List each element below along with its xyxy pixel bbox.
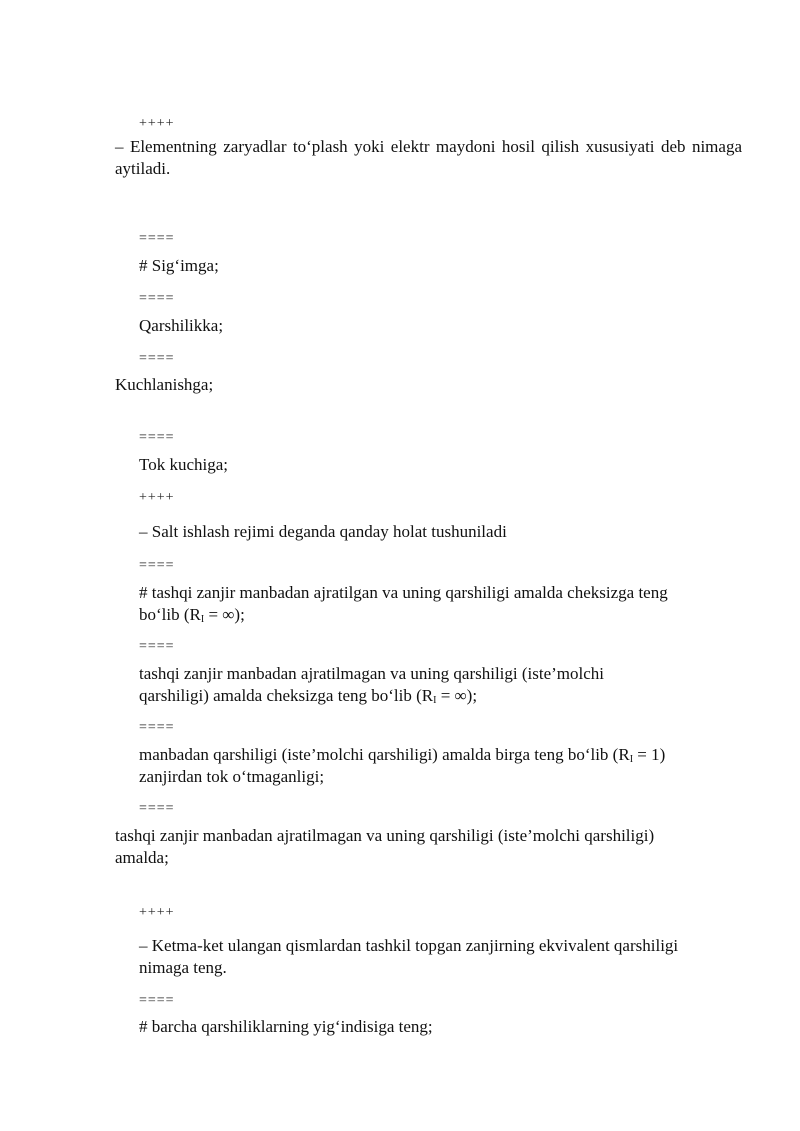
question-marker: ++++ [139, 905, 175, 920]
answer-separator: ==== [139, 993, 175, 1008]
question-text: – Ketma-ket ulangan qismlardan tashkil topgan zanjirning ekvivalent qarshiligi [139, 936, 679, 955]
answer-option-correct: # tashqi zanjir manbadan ajratilgan va uning qarshiligi amalda cheksizga teng [139, 583, 668, 602]
answer-separator: ==== [139, 720, 175, 735]
answer-option-correct: # barcha qarshiliklarning yig‘indisiga teng; [139, 1017, 433, 1036]
answer-separator: ==== [139, 639, 175, 654]
answer-option: Qarshilikka; [139, 316, 224, 335]
answer-separator: ==== [139, 291, 175, 306]
answer-option: tashqi zanjir manbadan ajratilmagan va uning qarshiligi (iste’molchi [139, 664, 605, 683]
answer-separator: ==== [139, 231, 175, 246]
answer-option-correct: # Sig‘imga; [139, 256, 219, 275]
question-marker: ++++ [139, 490, 175, 505]
answer-option-cont: qarshiligi) amalda cheksizga teng bo‘lib ($R_I$ = ∞); [139, 686, 478, 706]
question-text-cont: nimaga teng. [139, 958, 227, 977]
answer-option: Tok kuchiga; [139, 455, 228, 474]
answer-option: Kuchlanishga; [115, 375, 214, 394]
question-marker: ++++ [139, 116, 175, 131]
answer-separator: ==== [139, 558, 175, 573]
question-text: – Elementning zaryadlar to‘plash yoki elektr maydoni hosil qilish xususiyati deb nimaga aytiladi. [115, 137, 742, 178]
answer-separator: ==== [139, 430, 175, 445]
answer-option: tashqi zanjir manbadan ajratilmagan va uning qarshiligi (iste’molchi qarshiligi) [115, 826, 655, 845]
answer-option-correct-cont: bo‘lib ($R_I$ = ∞); [139, 605, 245, 625]
answer-separator: ==== [139, 801, 175, 816]
answer-separator: ==== [139, 351, 175, 366]
answer-option-cont: amalda; [115, 848, 169, 867]
question-text: – Salt ishlash rejimi deganda qanday holat tushuniladi [139, 522, 507, 541]
answer-option-cont: zanjirdan tok o‘tmaganligi; [139, 767, 325, 786]
answer-option: manbadan qarshiligi (iste’molchi qarshiligi) amalda birga teng bo‘lib $(R_I = 1)$ [139, 745, 666, 765]
